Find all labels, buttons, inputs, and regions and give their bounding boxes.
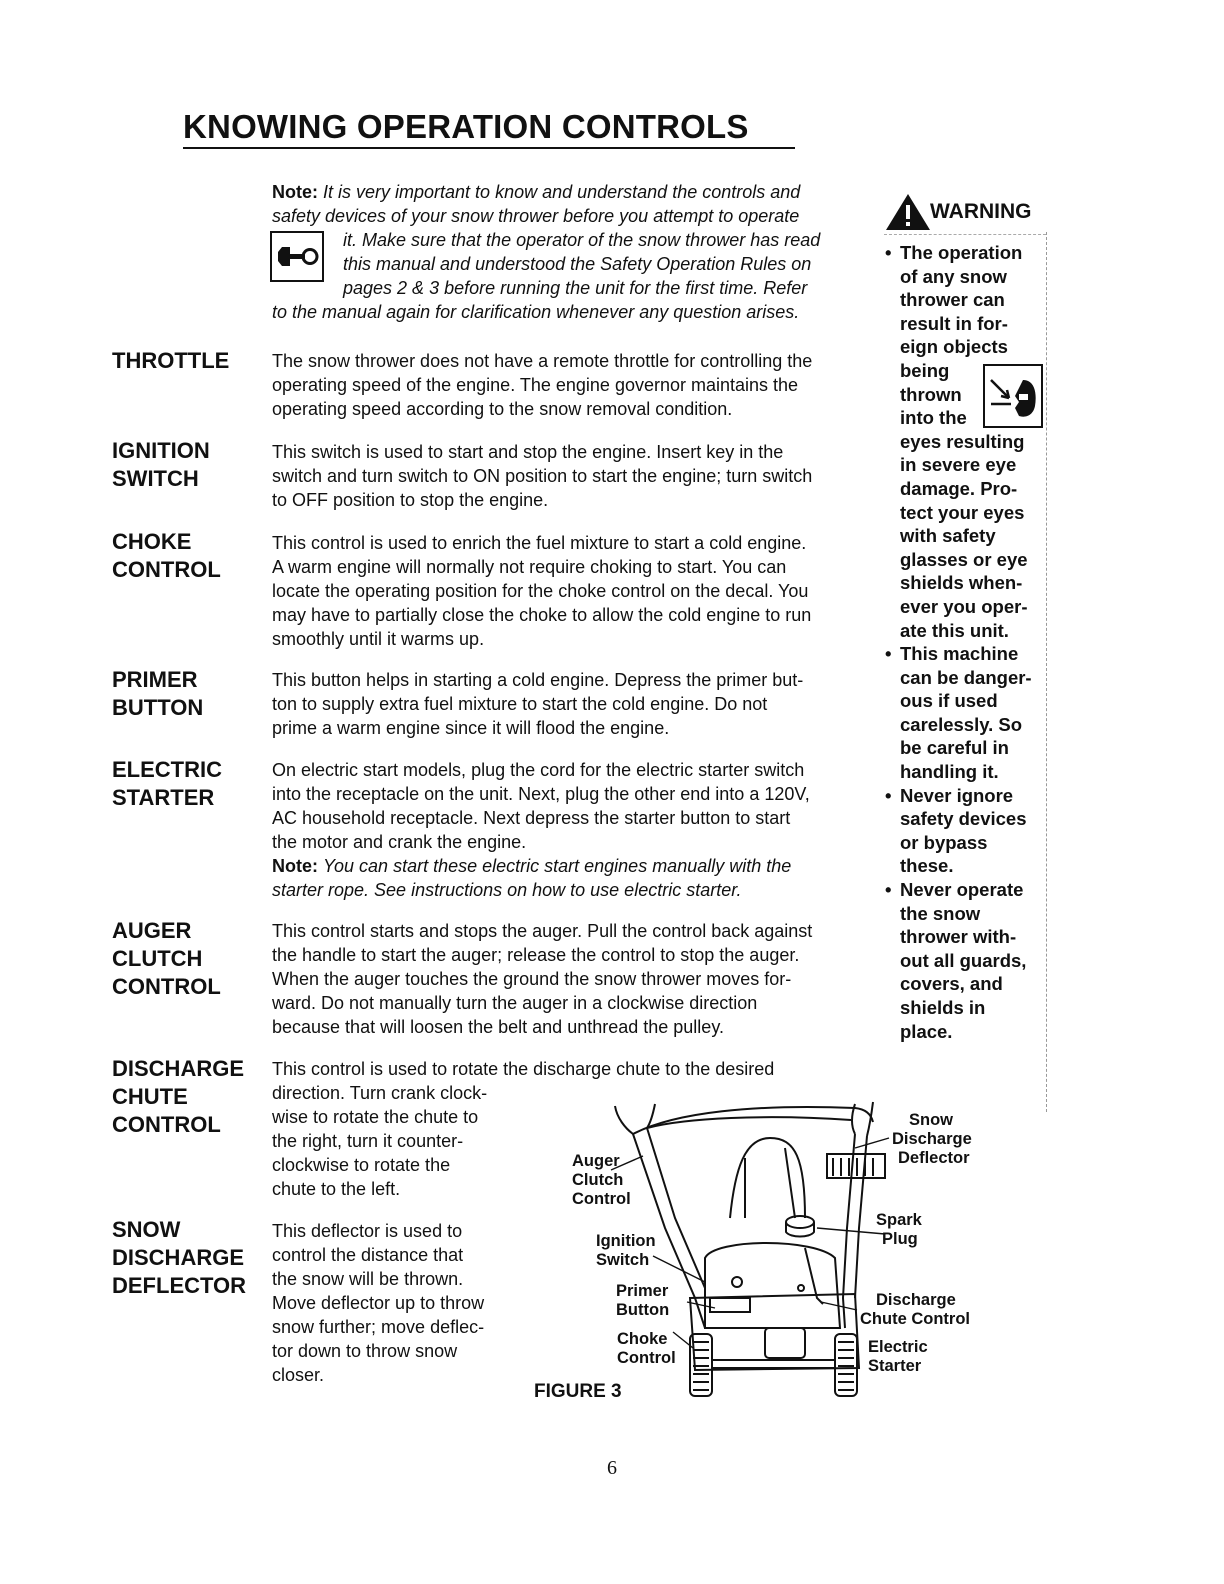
wrench-icon-box: [270, 231, 324, 282]
eye-hazard-icon: [985, 366, 1041, 426]
figure-label-primer-button: Primer Button: [616, 1282, 670, 1319]
figure-label-spark-plug: Spark Plug: [876, 1211, 922, 1248]
note-line-6: to the manual again for clarification whenever any question arises.: [272, 302, 800, 322]
eye-hazard-icon-box: [983, 364, 1043, 428]
section-text-snow-discharge-deflector: This deflector is used to control the distance that the snow will be thrown. Move deflector up to throw snow further; move deflec- tor down to throw snow closer.: [272, 1221, 485, 1385]
note-line-3: it. Make sure that the operator of the snow thrower has read: [343, 230, 821, 250]
warning-bullet-1: • The operation of any snow thrower can result in for- eign objects being thrown into the eyes resulting in severe eye damage. Pro- tect your eyes with safety glasses or eye shields when- ever you oper- ate this unit.: [884, 241, 1054, 642]
warning-triangle-icon: [884, 192, 932, 232]
warning-list: [884, 241, 1054, 1043]
section-label-auger-clutch-control: AUGER CLUTCH CONTROL: [112, 918, 221, 999]
wrench-icon: [272, 233, 322, 280]
warning-bullet-2: • This machine can be danger- ous if used carelessly. So be careful in handling it.: [884, 642, 1054, 784]
section-text-electric-starter: On electric start models, plug the cord for the electric starter switch into the receptacle on the unit. Next, plug the other end into a 120V, AC household receptacle. Next depress the starter button to start the motor and crank the engine. Note: You can start these electric start engines manually with the starter rope. See instructions on how to use electric starter.: [272, 760, 810, 900]
section-label-throttle: THROTTLE: [112, 348, 230, 373]
title-underline: [183, 147, 795, 149]
note-line-2: safety devices of your snow thrower before you attempt to operate: [272, 206, 800, 226]
page-title: KNOWING OPERATION CONTROLS: [183, 108, 749, 145]
section-label-discharge-chute-control: DISCHARGE CHUTE CONTROL: [112, 1056, 245, 1137]
figure-label-discharge-chute-control: Discharge Chute Control: [860, 1291, 970, 1328]
section-text-ignition-switch: This switch is used to start and stop the engine. Insert key in the switch and turn switch to ON position to start the engine; turn switch to OFF position to stop the engine.: [272, 442, 813, 510]
section-text-discharge-chute-control: This control is used to rotate the discharge chute to the desired direction. Turn crank clock- wise to rotate the chute to the right, turn it counter- clockwise to rotate the chute to the left.: [272, 1059, 775, 1199]
page-number: 6: [607, 1457, 617, 1479]
figure-label-snow-discharge-deflector: Snow Discharge Deflector: [892, 1111, 972, 1167]
note-line-5: pages 2 & 3 before running the unit for the first time. Refer: [343, 278, 808, 298]
warning-header: [884, 192, 1059, 232]
warning-bullet-3: • Never ignore safety devices or bypass these.: [884, 784, 1054, 878]
section-label-electric-starter: ELECTRIC STARTER: [112, 757, 222, 810]
warning-top-rule: [884, 234, 1046, 235]
section-text-auger-clutch-control: This control starts and stops the auger. Pull the control back against the handle to start the auger; release the control to stop the auger. When the auger touches the ground the snow thrower moves for- ward. Do not manually turn the auger in a clockwise direction because that will loosen the belt and unthread the pulley.: [272, 921, 813, 1037]
note-line-4: this manual and understood the Safety Operation Rules on: [343, 254, 812, 274]
section-text-primer-button: This button helps in starting a cold engine. Depress the primer but- ton to supply extra fuel mixture to start the cold engine. Do not prime a warm engine since it will flood the engine.: [272, 670, 804, 738]
figure-label-electric-starter: Electric Starter: [868, 1338, 928, 1375]
figure-caption: FIGURE 3: [534, 1381, 622, 1402]
figure-label-ignition-switch: Ignition Switch: [596, 1232, 656, 1269]
warning-bullet-4: • Never operate the snow thrower with- out all guards, covers, and shields in place.: [884, 878, 1054, 1043]
section-label-choke-control: CHOKE CONTROL: [112, 529, 221, 582]
section-text-choke-control: This control is used to enrich the fuel mixture to start a cold engine. A warm engine will normally not require choking to start. You can locate the operating position for the choke control on the decal. You may have to partially close the choke to allow the cold engine to run smoothly until it warms up.: [272, 533, 812, 649]
figure-label-auger-clutch-control: Auger Clutch Control: [572, 1152, 631, 1208]
section-label-primer-button: PRIMER BUTTON: [112, 667, 204, 720]
section-label-ignition-switch: IGNITION SWITCH: [112, 438, 210, 491]
figure-label-choke-control: Choke Control: [617, 1330, 676, 1367]
section-text-throttle: The snow thrower does not have a remote throttle for controlling the operating speed of the engine. The engine governor maintains the operating speed according to the snow removal condition.: [272, 351, 813, 419]
note-line-1: Note: It is very important to know and understand the controls and: [272, 182, 801, 202]
section-label-snow-discharge-deflector: SNOW DISCHARGE DEFLECTOR: [112, 1217, 247, 1298]
warning-title: WARNING: [930, 200, 1032, 223]
